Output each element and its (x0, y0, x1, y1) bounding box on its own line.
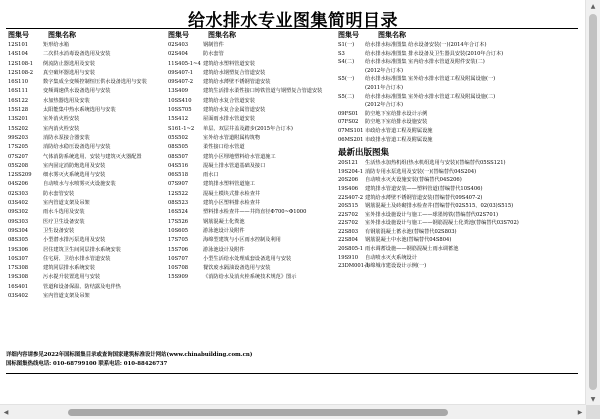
atlas-code: 10S708 (168, 265, 189, 272)
column-header (168, 29, 338, 41)
atlas-name: 建筑小区塑料排水检查井 (203, 200, 261, 207)
list-item (168, 115, 338, 124)
atlas-code: 12SS209 (8, 172, 32, 179)
atlas-name: 建筑给水复合管道安装 (203, 97, 255, 104)
atlas-name: 餐饮废水隔油设备选用与安装 (203, 265, 271, 272)
atlas-code: 19S308 (8, 274, 29, 281)
column-2 (168, 29, 338, 283)
atlas-code: 03S402 (8, 293, 29, 300)
atlas-code: 15S128 (8, 107, 29, 114)
atlas-name: (2011年合订本) (365, 84, 403, 91)
list-item (8, 236, 168, 245)
list-item (8, 87, 168, 96)
list-item (8, 246, 168, 255)
list-item (168, 97, 338, 106)
atlas-name: 给水排水标准图集 给水设备安装(一)(2014年合订本) (365, 42, 487, 48)
atlas-name: 市政给水管道工程及附属设施 (365, 127, 433, 134)
atlas-name: 给水排水标准图集 排水设备及卫生器具安装(2010年合订本) (365, 50, 504, 57)
atlas-name: 给水排水标准图集 室内给水排水管道及附件安装(二) (365, 59, 485, 66)
atlas-code: 17S205 (8, 144, 29, 151)
atlas-code: 08S305 (8, 237, 29, 244)
list-item (8, 106, 168, 115)
list-item (338, 84, 584, 93)
atlas-code: 10S307 (8, 255, 29, 262)
atlas-name: 防水套管安装 (43, 190, 75, 197)
atlas-name: 有钢筋混凝土蓄水池(替编替代02S803) (365, 228, 457, 235)
list-item (338, 50, 584, 59)
list-item (168, 134, 338, 143)
atlas-code: 09S407-1 (168, 69, 194, 76)
list-item (338, 110, 584, 119)
column-3 (338, 29, 584, 271)
scrollbar-corner (586, 405, 600, 419)
atlas-name: 钢筋混凝土化粪池 (203, 218, 245, 225)
list-item (8, 283, 168, 292)
list-item (168, 273, 338, 282)
list-item (8, 190, 168, 199)
atlas-code: 05S208 (8, 162, 29, 169)
atlas-code: 17S705 (168, 237, 189, 244)
footer-line: 国标图集热线电话: 010-68799100 联系电话: 010-88426737 (6, 360, 168, 367)
atlas-name: 建筑给水薄壁不锈钢管道安装 (203, 79, 271, 86)
atlas-name: 水加热器选用及安装 (43, 97, 90, 104)
atlas-name: 建筑给水薄壁不锈钢管道安装(替编替代09S407-2) (365, 194, 483, 201)
atlas-name: 住宅厨、卫给水排水管道安装 (43, 255, 111, 262)
atlas-name: 室内固定消防炮选用及安装 (43, 162, 106, 169)
header-code: 图集号 (168, 30, 189, 39)
atlas-name: 污水提升装置选用与安装 (43, 274, 101, 281)
atlas-code: 16S524 (168, 209, 189, 216)
atlas-code: 13S201 (8, 116, 29, 123)
atlas-code: 09S304 (8, 227, 29, 234)
atlas-name: 倒流防止器选用及安装 (43, 60, 95, 67)
atlas-name: 自动喷水与水喷雾灭火设施安装 (43, 181, 116, 188)
list-item (168, 218, 338, 227)
scroll-up-icon[interactable]: ▲ (590, 2, 596, 10)
atlas-code: 07MS101 (338, 127, 364, 134)
atlas-code: 22S803 (338, 228, 359, 235)
list-item (8, 97, 168, 106)
atlas-code: S161-1~2 (168, 125, 195, 132)
atlas-name: 自动喷水灭火设施安装(替编替代04S206) (365, 177, 462, 184)
atlas-code: 10S707 (168, 255, 189, 262)
list-item (8, 264, 168, 273)
list-item (168, 143, 338, 152)
list-item (8, 171, 168, 180)
list-item (168, 60, 338, 69)
list-item (338, 136, 584, 145)
list-item (168, 171, 338, 180)
list-item (168, 162, 338, 171)
atlas-code: 16S122 (8, 97, 29, 104)
list-item (168, 106, 338, 115)
atlas-code: 22S702 (338, 220, 359, 227)
atlas-name: 海绵型建筑与小区雨水控制及利用 (203, 237, 281, 244)
atlas-code: 09FS01 (338, 110, 359, 117)
column-header (338, 29, 584, 41)
list-item (168, 153, 338, 162)
list-item (168, 255, 338, 264)
atlas-code: 07S907 (168, 181, 189, 188)
atlas-name: 真空破坏器选用与安装 (43, 69, 95, 76)
atlas-code: 07S207 (8, 153, 29, 160)
atlas-name: 建筑排水管道安装——塑料管道(替编替代10S406) (365, 185, 483, 192)
atlas-name: 雨水斗选用及安装 (43, 209, 85, 216)
atlas-code: 15S706 (168, 246, 189, 253)
atlas-name: 雨水口 (203, 172, 219, 179)
list-item (168, 78, 338, 87)
header-code: 图集号 (338, 30, 359, 39)
atlas-code (338, 67, 365, 76)
atlas-code: 10SS410 (168, 97, 192, 104)
atlas-name: 游泳池设计及附件 (203, 246, 245, 253)
page-title: 给水排水专业图集简明目录 (188, 11, 398, 31)
header-name: 图集名称 (378, 30, 406, 39)
atlas-code: 12S522 (168, 190, 189, 197)
atlas-name: 建筑排水塑料管道施工 (203, 181, 255, 188)
atlas-code: 19S204-1 (338, 168, 364, 175)
list-item (8, 153, 168, 162)
atlas-name: 室内消火栓安装 (43, 125, 80, 132)
list-item (168, 69, 338, 78)
list-item (8, 162, 168, 171)
atlas-name: (2012年合订本) (365, 102, 403, 109)
list-item (338, 262, 584, 271)
atlas-code: 23DM001-1 (338, 263, 370, 270)
atlas-name: 混凝土模块式排水检查井 (203, 190, 261, 197)
atlas-name: 室外排水设施设计与施工——球墨铸铁(替编替代02S701) (365, 211, 499, 218)
list-item (338, 254, 584, 263)
atlas-name: 建筑给水复合金属管道安装 (203, 107, 266, 114)
atlas-name: 防空地下室给排水设施安装 (365, 119, 428, 126)
section-heading-latest: 最新出版图集 (338, 148, 390, 159)
atlas-name: 太阳能集中热水系统选用与安装 (43, 107, 116, 114)
atlas-code: 04S516 (168, 162, 189, 169)
atlas-name: 防空地下室给排水设计示例 (365, 110, 428, 117)
atlas-name: 变频调速供水设备选用与安装 (43, 88, 111, 95)
atlas-code: 19S910 (338, 254, 359, 261)
atlas-code: 13S409 (168, 88, 189, 95)
list-item (168, 236, 338, 245)
footer-rule (6, 373, 578, 374)
atlas-name: 建筑同层排水系统安装 (43, 265, 95, 272)
atlas-code: 19S406 (338, 185, 359, 192)
list-item (168, 264, 338, 273)
list-item (168, 190, 338, 199)
horizontal-scroll-thumb[interactable] (68, 409, 448, 416)
atlas-code: 02S403 (168, 42, 189, 48)
atlas-name: 小型潜水排污泵选用及安装 (43, 237, 106, 244)
atlas-name: 居住建筑卫生间同层排水系统安装 (43, 246, 121, 253)
atlas-code: 22S804 (338, 237, 359, 244)
atlas-code: 06MS201 (338, 136, 364, 143)
list-item (338, 228, 584, 237)
list-item (338, 58, 584, 67)
atlas-code: 11S405-1~4 (168, 60, 201, 67)
list-item (338, 101, 584, 110)
atlas-code: 17S526 (168, 218, 189, 225)
list-item (8, 143, 168, 152)
header-code: 图集号 (8, 30, 29, 39)
atlas-name: 室外给水管道附属构筑物 (203, 134, 261, 141)
atlas-name: 给水排水标准图集 室外给水排水管道工程及附属设施(二) (365, 93, 496, 100)
atlas-name: 室内管道支架及吊架 (43, 293, 90, 300)
scroll-down-icon[interactable]: ▼ (590, 395, 596, 403)
footer-line: 详细内容请参见2022年国标图集目录或查询国家建筑标准设计网站(www.chinabuilding.com.cn) (6, 352, 253, 358)
list-item (338, 176, 584, 185)
atlas-code: 09S407-2 (168, 79, 194, 86)
atlas-name: 生活热水加热机组(热水机组选用与安装)(替编替代05SS121) (365, 160, 506, 167)
atlas-code: 02S404 (168, 51, 189, 58)
list-item (8, 50, 168, 59)
atlas-name: 建筑给水塑料管道安装 (203, 60, 255, 67)
atlas-code: 09S303 (8, 218, 29, 225)
list-item (168, 87, 338, 96)
atlas-code: 08S523 (168, 200, 189, 207)
atlas-code: S1(一) (338, 42, 355, 48)
footer (6, 351, 252, 368)
atlas-code: 20S515 (338, 203, 359, 210)
scroll-left-icon[interactable]: ◀ (3, 408, 9, 416)
atlas-code: 15S909 (168, 274, 189, 281)
list-item (8, 115, 168, 124)
atlas-name: 雨水调蓄设施——钢筋混凝土雨水调蓄池 (365, 246, 459, 253)
horizontal-scrollbar[interactable] (0, 404, 586, 419)
list-item (338, 168, 584, 177)
atlas-code: 20S121 (338, 160, 359, 167)
atlas-code: 22S407-2 (338, 194, 364, 201)
atlas-code: 08S505 (168, 144, 189, 151)
atlas-name: 钢筋混凝土中水池(替编替代04S804) (365, 237, 452, 244)
list-item (338, 211, 584, 220)
column-1 (8, 29, 168, 301)
atlas-name: 自动喷水灭火系统设计 (365, 254, 417, 261)
list-item (338, 67, 584, 76)
list-item (168, 208, 338, 217)
list-item (168, 125, 338, 134)
atlas-code: 04S206 (8, 181, 29, 188)
list-item (338, 159, 584, 168)
atlas-name: 消防水泵接合器安装 (43, 134, 90, 141)
atlas-code: 12S101 (8, 42, 29, 48)
list-item (8, 227, 168, 236)
atlas-code: S5(二) (338, 93, 355, 100)
atlas-code: 16S110 (8, 79, 29, 86)
atlas-name: 二次供水消毒设备选用及安装 (43, 51, 111, 58)
atlas-code: 15S412 (168, 116, 189, 123)
atlas-name: 防水套管 (203, 51, 224, 58)
atlas-code: 19S306 (8, 246, 29, 253)
atlas-name: 医疗卫生设备安装 (43, 218, 85, 225)
list-item (338, 127, 584, 136)
list-item (8, 208, 168, 217)
atlas-code: 09S302 (8, 209, 29, 216)
atlas-name: 建筑生活排水柔性接口铸铁管道与钢塑复合管道安装 (203, 88, 323, 95)
atlas-code: S3 (338, 50, 345, 57)
list-item (338, 75, 584, 84)
atlas-code: 15S202 (8, 125, 29, 132)
list-item (8, 41, 168, 50)
atlas-name: 海绵城市建设设计示例(一) (365, 263, 427, 270)
list-item (338, 194, 584, 203)
atlas-name: 建筑小区埋地塑料给水管道施工 (203, 153, 276, 160)
atlas-name: 混凝土排水管道基础及接口 (203, 162, 266, 169)
vertical-scroll-thumb[interactable] (589, 14, 597, 390)
list-item (8, 125, 168, 134)
list-item (8, 199, 168, 208)
atlas-code: 02S303 (8, 190, 29, 197)
list-item (8, 69, 168, 78)
atlas-name: 市政排水管道工程及附属设施 (365, 136, 433, 143)
atlas-name: 建筑给水钢塑复合管道安装 (203, 69, 266, 76)
list-item (338, 41, 584, 50)
list-item (8, 255, 168, 264)
atlas-code: 12S108-1 (8, 60, 34, 67)
list-item (338, 118, 584, 127)
list-item (8, 273, 168, 282)
atlas-code: 17S308 (8, 265, 29, 272)
atlas-name: 塑料排水检查井——井筒直径Φ700~Φ1000 (203, 209, 307, 216)
scroll-right-icon[interactable]: ▶ (577, 408, 583, 416)
atlas-name: 单层、双层井盖及踏步(2015年合订本) (203, 125, 293, 132)
list-item (168, 50, 338, 59)
list-item (168, 199, 338, 208)
list-item (8, 60, 168, 69)
atlas-code: 07FS02 (338, 119, 359, 126)
atlas-name: 钢制管件 (203, 42, 224, 48)
list-item (8, 292, 168, 301)
atlas-code: 16S111 (8, 88, 29, 95)
atlas-name: 卫生设备安装 (43, 227, 75, 234)
atlas-name: 室内管道支架及吊架 (43, 200, 90, 207)
atlas-name: 管道和设备保温、防结露及电伴热 (43, 283, 121, 290)
list-item (338, 185, 584, 194)
atlas-code: 03S402 (8, 200, 29, 207)
atlas-name: 消防专用水泵选用及安装(一)(替编替代04S204) (365, 168, 477, 175)
atlas-code: 05S502 (168, 134, 189, 141)
list-item (338, 202, 584, 211)
atlas-name: 气体消防系统选用、安装与建筑灭火器配置 (43, 153, 142, 160)
list-item (168, 227, 338, 236)
atlas-code: 22S702 (338, 211, 359, 218)
atlas-name: 《消防给水及消火栓系统技术规范》图示 (203, 274, 297, 281)
atlas-code: 20S805-1 (338, 246, 364, 253)
list-item (8, 134, 168, 143)
atlas-code: 10SS705 (168, 107, 192, 114)
atlas-code: 08S507 (168, 153, 189, 160)
list-item (168, 180, 338, 189)
list-item (168, 41, 338, 50)
list-item (338, 236, 584, 245)
list-item (8, 180, 168, 189)
atlas-name: 室外排水设施设计与施工——钢筋混凝土化粪池(替编替代03S702) (365, 220, 519, 227)
atlas-name: 游泳池设计及附件 (203, 227, 245, 234)
atlas-name: 柔性接口给水管道 (203, 144, 245, 151)
atlas-name: 给水排水标准图集 室外给水排水管道工程及附属设施(一) (365, 76, 496, 83)
atlas-code: 12S108-2 (8, 69, 34, 76)
header-name: 图集名称 (48, 30, 76, 39)
atlas-name: 钢筋混凝土及砖砌排水检查井(替编替代02S515、02(03)S515) (365, 203, 514, 210)
atlas-code: 99S203 (8, 134, 29, 141)
header-name: 图集名称 (208, 30, 236, 39)
list-item (338, 245, 584, 254)
atlas-name: 小型生活给水处理成套设备选用与安装 (203, 255, 292, 262)
atlas-code: 20S206 (338, 177, 359, 184)
atlas-code: 10S605 (168, 227, 189, 234)
list-item (338, 93, 584, 102)
atlas-code: 14S104 (8, 51, 29, 58)
atlas-code (338, 84, 365, 93)
atlas-name: 矩形给水箱 (43, 42, 69, 48)
atlas-name: 消防给水稳压设备选用与安装 (43, 144, 111, 151)
atlas-code: 06S518 (168, 172, 189, 179)
vertical-scrollbar[interactable] (585, 0, 600, 405)
list-item (168, 246, 338, 255)
atlas-code: S5(一) (338, 76, 355, 83)
atlas-name: 室外消火栓安装 (43, 116, 80, 123)
atlas-name: (2012年合订本) (365, 67, 403, 74)
atlas-name: 细水雾灭火系统选用与安装 (43, 172, 106, 179)
list-item (8, 218, 168, 227)
atlas-code: S4(二) (338, 59, 355, 66)
list-item (338, 219, 584, 228)
atlas-name: 屋面雨水排水管道安装 (203, 116, 255, 123)
atlas-name: 数字集成全变频控制恒压供水设备选用与安装 (43, 79, 147, 86)
list-item (8, 78, 168, 87)
atlas-code: 16S401 (8, 283, 29, 290)
atlas-code (338, 101, 365, 110)
column-header (8, 29, 168, 41)
